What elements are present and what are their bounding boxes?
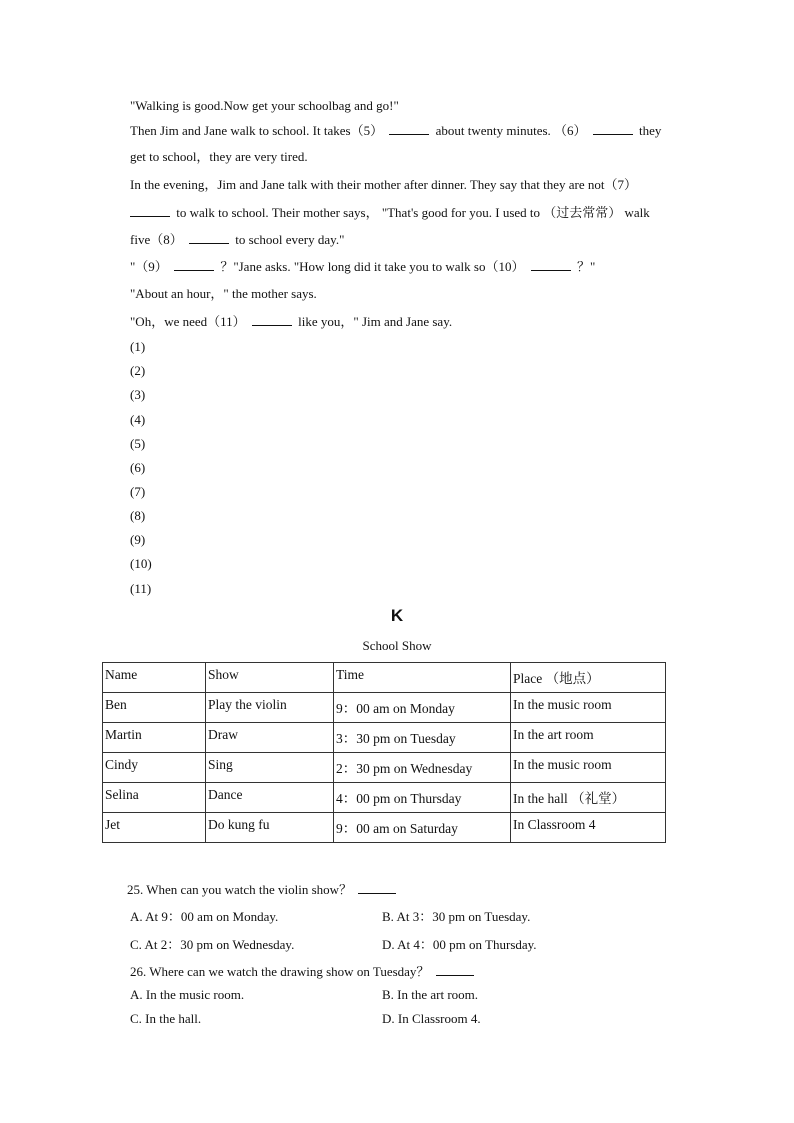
answer-label-5: (5) bbox=[130, 436, 146, 451]
passage-text: five（8） bbox=[130, 232, 183, 247]
answer-label-8: (8) bbox=[130, 508, 146, 523]
table-cell: 3：30 pm on Tuesday bbox=[334, 723, 511, 753]
passage-text: "（9） bbox=[130, 259, 168, 274]
option-25-b[interactable]: B. At 3：30 pm on Tuesday. bbox=[382, 909, 531, 924]
school-show-table bbox=[102, 662, 666, 843]
passage-line-5 bbox=[130, 204, 650, 221]
table-cell: Jet bbox=[103, 813, 206, 843]
blank-8[interactable] bbox=[189, 231, 229, 244]
blank-5[interactable] bbox=[389, 122, 429, 135]
table-cell: Play the violin bbox=[206, 693, 334, 723]
table-row bbox=[103, 783, 666, 813]
table-cell: Martin bbox=[103, 723, 206, 753]
answer-label-1: (1) bbox=[130, 339, 146, 354]
passage-line-4: In the evening，Jim and Jane talk with their mother after dinner. They say that they are not（7） bbox=[130, 177, 637, 192]
option-26-d[interactable]: D. In Classroom 4. bbox=[382, 1011, 481, 1026]
answer-label-6: (6) bbox=[130, 460, 146, 475]
answer-blank-25[interactable] bbox=[358, 881, 396, 894]
passage-line-3: get to school，they are very tired. bbox=[130, 149, 308, 164]
blank-9[interactable] bbox=[174, 258, 214, 271]
table-cell: Selina bbox=[103, 783, 206, 813]
table-cell: In the hall （礼堂） bbox=[511, 783, 666, 813]
header-cell: Name bbox=[103, 663, 206, 693]
header-cell: Time bbox=[334, 663, 511, 693]
option-26-a[interactable]: A. In the music room. bbox=[130, 987, 245, 1002]
table-cell: In the music room bbox=[511, 753, 666, 783]
passage-text: ？" bbox=[576, 259, 596, 274]
table-row bbox=[103, 813, 666, 843]
passage-line-1: "Walking is good.Now get your schoolbag and go!" bbox=[130, 98, 399, 113]
table-cell: 4：00 pm on Thursday bbox=[334, 783, 511, 813]
answer-label-7: (7) bbox=[130, 484, 146, 499]
table-cell: 9：00 am on Monday bbox=[334, 693, 511, 723]
table-cell: Draw bbox=[206, 723, 334, 753]
passage-line-2 bbox=[130, 122, 661, 139]
blank-10[interactable] bbox=[531, 258, 571, 271]
section-letter: K bbox=[390, 606, 404, 625]
passage-line-6 bbox=[130, 231, 344, 248]
passage-line-9 bbox=[130, 313, 452, 330]
answer-label-3: (3) bbox=[130, 387, 146, 402]
table-cell: In the music room bbox=[511, 693, 666, 723]
answer-blank-26[interactable] bbox=[436, 963, 474, 976]
option-25-d[interactable]: D. At 4：00 pm on Thursday. bbox=[382, 937, 537, 952]
blank-6[interactable] bbox=[593, 122, 633, 135]
table-cell: 9：00 am on Saturday bbox=[334, 813, 511, 843]
passage-text: Then Jim and Jane walk to school. It takes（5） bbox=[130, 123, 384, 138]
passage-text: they bbox=[639, 123, 662, 138]
question-stem: 25. When can you watch the violin show？ bbox=[127, 882, 353, 897]
option-26-b[interactable]: B. In the art room. bbox=[382, 987, 479, 1002]
passage-text: like you，" Jim and Jane say. bbox=[298, 314, 453, 329]
table-cell: 2：30 pm on Wednesday bbox=[334, 753, 511, 783]
answer-label-11: (11) bbox=[130, 581, 152, 596]
passage-line-7 bbox=[130, 258, 595, 275]
table-cell: Dance bbox=[206, 783, 334, 813]
table-cell: Cindy bbox=[103, 753, 206, 783]
passage-text: to walk to school. Their mother says， "That's good for you. I used to （过去常常） walk bbox=[176, 205, 650, 220]
passage-text: to school every day." bbox=[235, 232, 345, 247]
table-cell: Ben bbox=[103, 693, 206, 723]
answer-label-2: (2) bbox=[130, 363, 146, 378]
passage-text: about twenty minutes. （6） bbox=[435, 123, 587, 138]
table-row bbox=[103, 693, 666, 723]
header-cell: Show bbox=[206, 663, 334, 693]
answer-label-10: (10) bbox=[130, 556, 152, 571]
header-cell: Place （地点） bbox=[511, 663, 666, 693]
table-row bbox=[103, 753, 666, 783]
blank-7[interactable] bbox=[130, 204, 170, 217]
answer-label-4: (4) bbox=[130, 412, 146, 427]
table-cell: In the art room bbox=[511, 723, 666, 753]
table-caption: School Show bbox=[362, 638, 432, 653]
blank-11[interactable] bbox=[252, 313, 292, 326]
table-cell: In Classroom 4 bbox=[511, 813, 666, 843]
table-cell: Do kung fu bbox=[206, 813, 334, 843]
table-header-row bbox=[103, 663, 666, 693]
answer-label-9: (9) bbox=[130, 532, 146, 547]
question-25 bbox=[127, 879, 399, 898]
passage-text: "Oh，we need（11） bbox=[130, 314, 246, 329]
table-cell: Sing bbox=[206, 753, 334, 783]
question-stem: 26. Where can we watch the drawing show on Tuesday？ bbox=[130, 964, 430, 979]
question-26 bbox=[130, 961, 477, 980]
option-26-c[interactable]: C. In the hall. bbox=[130, 1011, 202, 1026]
passage-text: ？"Jane asks. "How long did it take you to walk so（10） bbox=[220, 259, 525, 274]
option-25-c[interactable]: C. At 2：30 pm on Wednesday. bbox=[130, 937, 295, 952]
option-25-a[interactable]: A. At 9：00 am on Monday. bbox=[130, 909, 279, 924]
table-row bbox=[103, 723, 666, 753]
passage-line-8: "About an hour，" the mother says. bbox=[130, 286, 317, 301]
